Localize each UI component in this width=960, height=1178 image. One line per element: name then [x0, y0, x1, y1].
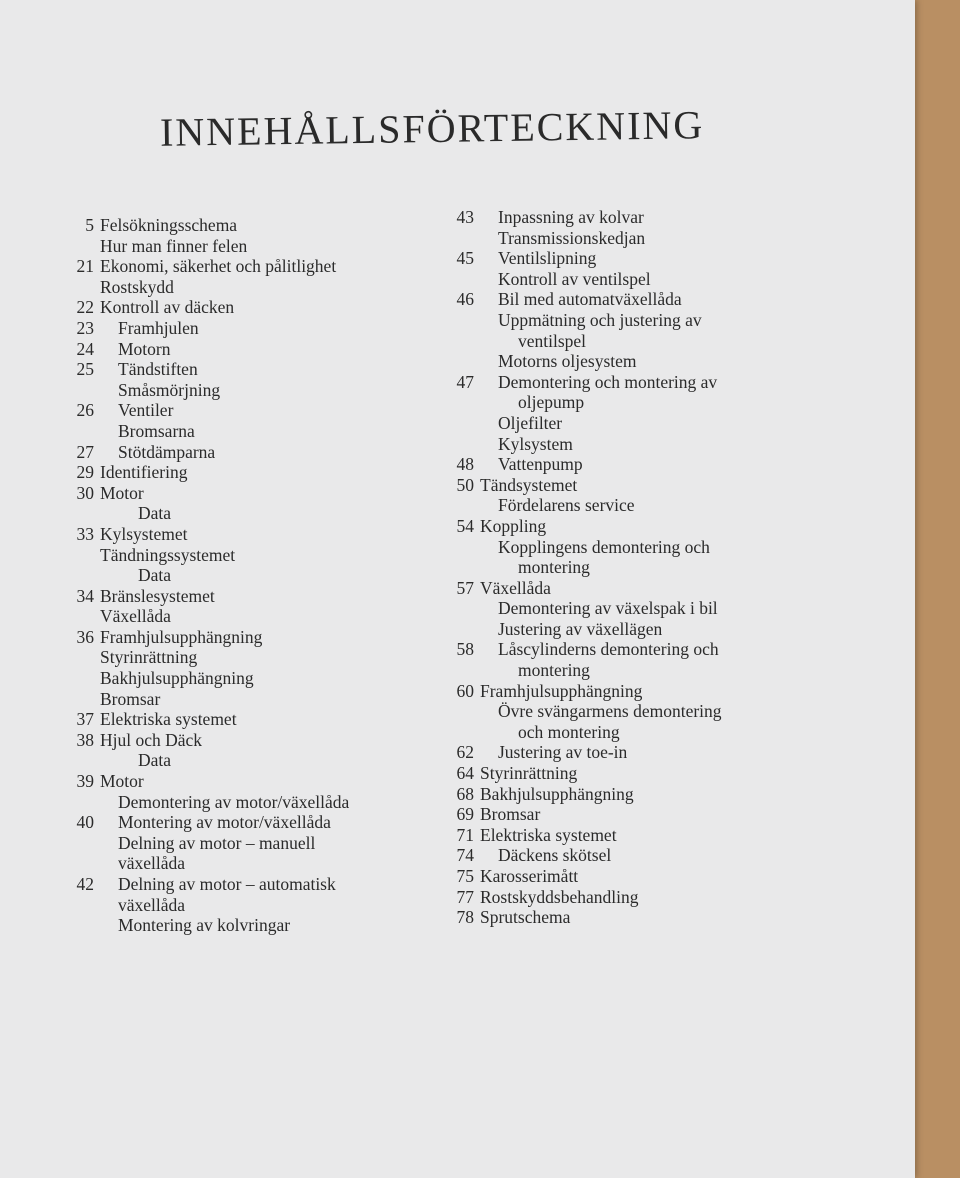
toc-page-number	[58, 503, 94, 524]
toc-entry	[446, 475, 886, 496]
toc-page-number: 50	[456, 474, 474, 495]
toc-entry-text: Framhjulen	[118, 317, 199, 338]
toc-entry	[58, 400, 448, 421]
toc-entry	[446, 866, 886, 887]
toc-entry	[446, 907, 886, 928]
toc-page-number	[58, 565, 94, 586]
toc-entry-text: Tändstiften	[118, 359, 198, 380]
toc-entry	[58, 812, 448, 833]
toc-entry-text: Ekonomi, säkerhet och pålitlighet	[100, 256, 337, 277]
toc-page-number: 34	[76, 585, 94, 606]
toc-entry-text: Tändningssystemet	[100, 544, 236, 565]
toc-entry-text: och montering	[518, 721, 620, 742]
toc-entry	[446, 351, 886, 372]
toc-page-number: 25	[76, 359, 94, 380]
toc-entry-text: Elektriska systemet	[480, 824, 617, 845]
toc-entry	[446, 310, 886, 331]
toc-entry-text: Växellåda	[100, 606, 171, 627]
toc-entry-text: Framhjulsupphängning	[100, 626, 263, 647]
toc-page-number: 26	[76, 400, 94, 421]
toc-page-number	[58, 750, 94, 771]
toc-page-number	[58, 606, 94, 627]
toc-page-number	[446, 660, 474, 681]
toc-entry	[58, 359, 448, 380]
toc-page-number: 57	[456, 577, 474, 598]
toc-page-number	[58, 380, 94, 401]
toc-entry	[446, 619, 886, 640]
toc-page-number: 27	[76, 441, 94, 462]
toc-page-number	[446, 495, 474, 516]
toc-page-number	[58, 236, 94, 257]
toc-page-number	[446, 392, 474, 413]
toc-entry-text: Data	[138, 750, 172, 771]
toc-entry	[446, 454, 886, 475]
toc-entry-text: Låscylinderns demontering och	[498, 639, 719, 660]
toc-page-number: 48	[456, 454, 474, 475]
toc-entry-text: Kylsystem	[498, 433, 573, 454]
toc-entry	[58, 668, 448, 689]
toc-page-number: 69	[456, 804, 474, 825]
toc-entry-text: Justering av toe-in	[498, 742, 628, 763]
toc-entry	[58, 915, 448, 936]
toc-entry	[446, 784, 886, 805]
toc-entry	[58, 874, 448, 895]
toc-page-number	[58, 853, 94, 874]
toc-entry	[58, 483, 448, 504]
toc-entry	[446, 495, 886, 516]
toc-page-number	[446, 557, 474, 578]
toc-page-number: 45	[456, 248, 474, 269]
toc-entry	[58, 709, 448, 730]
toc-entry-text: montering	[518, 557, 590, 578]
toc-page-number: 68	[456, 783, 474, 804]
toc-entry-text: Växellåda	[480, 577, 551, 598]
toc-entry	[58, 503, 448, 524]
toc-entry-text: Rostskydd	[100, 276, 174, 297]
toc-entry-text: Bränslesystemet	[100, 585, 215, 606]
toc-page-number: 74	[456, 845, 474, 866]
toc-page-number	[58, 833, 94, 854]
toc-entry	[58, 586, 448, 607]
toc-page-number: 54	[456, 515, 474, 536]
toc-page-number	[58, 895, 94, 916]
toc-page-number	[446, 269, 474, 290]
toc-entry	[446, 660, 886, 681]
toc-page-number	[58, 421, 94, 442]
toc-page-number	[58, 277, 94, 298]
toc-entry	[446, 557, 886, 578]
toc-entry	[58, 730, 448, 751]
toc-page-number: 23	[76, 317, 94, 338]
toc-page-number	[446, 434, 474, 455]
toc-entry-text: Bromsar	[480, 804, 541, 825]
toc-entry	[446, 639, 886, 660]
toc-page-number: 5	[85, 215, 94, 235]
toc-entry-text: Delning av motor – automatisk	[118, 874, 336, 894]
toc-page-number	[58, 647, 94, 668]
toc-entry	[446, 207, 886, 228]
toc-entry-text: Kontroll av däcken	[100, 297, 235, 318]
toc-entry	[58, 689, 448, 710]
toc-entry	[446, 598, 886, 619]
toc-entry-text: Felsökningsschema	[100, 215, 238, 235]
toc-entry	[58, 462, 448, 483]
toc-entry	[446, 392, 886, 413]
toc-page-number	[446, 228, 474, 249]
toc-entry	[58, 524, 448, 545]
toc-entry	[58, 297, 448, 318]
toc-page-number	[446, 310, 474, 331]
toc-page-number	[446, 413, 474, 434]
toc-entry-text: montering	[518, 660, 590, 681]
toc-entry-text: Styrinrättning	[480, 763, 578, 784]
toc-left-column	[58, 215, 448, 936]
toc-entry	[58, 833, 448, 854]
toc-entry	[58, 750, 448, 771]
toc-page-number: 37	[76, 709, 94, 730]
toc-entry-text: Motor	[100, 482, 144, 503]
toc-entry	[446, 825, 886, 846]
toc-entry-text: Motorns oljesystem	[498, 351, 637, 372]
toc-entry	[58, 895, 448, 916]
toc-entry	[58, 853, 448, 874]
toc-entry	[58, 277, 448, 298]
toc-entry-text: Identifiering	[100, 462, 188, 483]
toc-entry-text: Däckens skötsel	[498, 845, 612, 866]
toc-page-number: 39	[76, 771, 94, 792]
toc-entry	[446, 289, 886, 310]
toc-entry-text: Demontering av motor/växellåda	[118, 791, 350, 812]
toc-entry	[446, 742, 886, 763]
toc-entry	[446, 887, 886, 908]
toc-entry-text: Uppmätning och justering av	[498, 309, 702, 330]
toc-entry-text: Ventiler	[118, 400, 174, 421]
toc-entry-text: Bakhjulsupphängning	[480, 783, 634, 804]
toc-entry-text: Tändsystemet	[480, 474, 578, 495]
toc-page-number: 22	[76, 297, 94, 318]
toc-entry-text: Ventilslipning	[498, 248, 597, 269]
toc-entry-text: Kylsystemet	[100, 523, 188, 544]
toc-entry-text: Bromsar	[100, 688, 161, 709]
toc-entry-text: oljepump	[518, 392, 585, 413]
toc-entry-text: Delning av motor – manuell	[118, 832, 316, 853]
toc-entry-text: Framhjulsupphängning	[480, 680, 643, 701]
toc-entry-text: Inpassning av kolvar	[498, 207, 644, 227]
toc-entry	[58, 647, 448, 668]
toc-entry	[446, 372, 886, 393]
toc-entry	[446, 722, 886, 743]
toc-entry-text: Hur man finner felen	[100, 235, 248, 256]
toc-entry	[58, 565, 448, 586]
toc-page-number	[446, 598, 474, 619]
toc-entry	[58, 318, 448, 339]
toc-entry-text: Data	[138, 503, 172, 524]
toc-page-number	[446, 331, 474, 352]
toc-entry	[446, 413, 886, 434]
toc-entry-text: Bakhjulsupphängning	[100, 668, 254, 689]
toc-entry-text: Bromsarna	[118, 420, 195, 441]
toc-entry-text: Fördelarens service	[498, 495, 635, 516]
toc-entry	[446, 228, 886, 249]
toc-entry-text: Rostskyddsbehandling	[480, 886, 639, 907]
toc-entry-text: Övre svängarmens demontering	[498, 701, 722, 722]
toc-page-number	[446, 701, 474, 722]
toc-page-number: 30	[76, 482, 94, 503]
toc-page-number	[446, 619, 474, 640]
toc-page-number: 21	[76, 256, 94, 277]
toc-entry-text: Motor	[100, 771, 144, 792]
toc-entry-text: Elektriska systemet	[100, 709, 237, 730]
toc-page-number: 38	[76, 729, 94, 750]
toc-entry-text: Motorn	[118, 338, 171, 359]
toc-page-number: 77	[456, 886, 474, 907]
toc-entry-text: Montering av kolvringar	[118, 915, 291, 936]
toc-entry-text: Stötdämparna	[118, 441, 216, 462]
toc-entry-text: Koppling	[480, 515, 547, 536]
toc-entry	[446, 804, 886, 825]
toc-page-number: 71	[456, 824, 474, 845]
toc-page-number: 29	[76, 462, 94, 483]
toc-entry	[446, 516, 886, 537]
toc-page-number: 40	[76, 812, 94, 833]
toc-page-number: 62	[456, 742, 474, 763]
toc-page-number: 46	[456, 289, 474, 310]
toc-page-number: 60	[456, 680, 474, 701]
toc-entry-text: växellåda	[118, 894, 186, 915]
toc-entry-text: växellåda	[118, 853, 186, 874]
toc-page-number	[446, 722, 474, 743]
toc-entry-text: Demontering av växelspak i bil	[498, 598, 718, 619]
toc-page-number	[446, 537, 474, 558]
toc-entry	[446, 578, 886, 599]
toc-entry	[58, 256, 448, 277]
toc-page-number: 36	[76, 626, 94, 647]
toc-entry	[446, 269, 886, 290]
toc-entry	[446, 248, 886, 269]
toc-page-number: 43	[456, 207, 474, 227]
toc-entry-text: Data	[138, 565, 172, 586]
toc-entry-text: ventilspel	[518, 330, 587, 351]
toc-entry-text: Oljefilter	[498, 412, 563, 433]
toc-page-number	[58, 668, 94, 689]
toc-entry-text: Demontering och montering av	[498, 371, 718, 392]
toc-entry-text: Kopplingens demontering och	[498, 536, 710, 557]
toc-entry-text: Sprutschema	[480, 907, 571, 928]
toc-entry-text: Kontroll av ventilspel	[498, 268, 651, 289]
toc-entry-text: Montering av motor/växellåda	[118, 812, 331, 833]
toc-page-number	[58, 689, 94, 710]
toc-entry-text: Styrinrättning	[100, 647, 198, 668]
toc-entry-text: Småsmörjning	[118, 379, 221, 400]
toc-entry	[58, 339, 448, 360]
toc-entry	[446, 701, 886, 722]
toc-page-number: 75	[456, 866, 474, 886]
toc-page-number: 24	[76, 338, 94, 359]
toc-entry	[446, 763, 886, 784]
toc-entry	[446, 537, 886, 558]
toc-page-number: 78	[456, 907, 474, 928]
toc-page-number: 58	[456, 639, 474, 660]
toc-entry-text: Transmissionskedjan	[498, 227, 646, 248]
toc-entry	[58, 236, 448, 257]
toc-entry-text: Bil med automatväxellåda	[498, 289, 682, 310]
toc-entry-text: Karosserimått	[480, 866, 579, 886]
page-title: INNEHÅLLSFÖRTECKNING	[159, 102, 705, 155]
toc-entry	[446, 845, 886, 866]
toc-right-column	[446, 207, 886, 928]
toc-entry	[58, 545, 448, 566]
toc-page-number: 64	[456, 763, 474, 784]
toc-page-number	[58, 915, 94, 936]
toc-page-number: 47	[456, 371, 474, 392]
toc-entry	[58, 792, 448, 813]
toc-entry	[58, 606, 448, 627]
toc-entry	[58, 627, 448, 648]
toc-entry	[58, 771, 448, 792]
toc-entry	[446, 681, 886, 702]
toc-entry	[58, 215, 448, 236]
toc-entry	[58, 421, 448, 442]
toc-page-number	[446, 351, 474, 372]
toc-page-number	[58, 792, 94, 813]
toc-page-number: 42	[76, 874, 94, 894]
toc-entry-text: Hjul och Däck	[100, 729, 203, 750]
toc-entry	[446, 434, 886, 455]
toc-entry	[58, 380, 448, 401]
toc-page-number	[58, 545, 94, 566]
toc-entry-text: Vattenpump	[498, 454, 583, 475]
toc-entry	[446, 331, 886, 352]
toc-entry	[58, 442, 448, 463]
toc-entry-text: Justering av växellägen	[498, 618, 663, 639]
toc-page-number: 33	[76, 523, 94, 544]
